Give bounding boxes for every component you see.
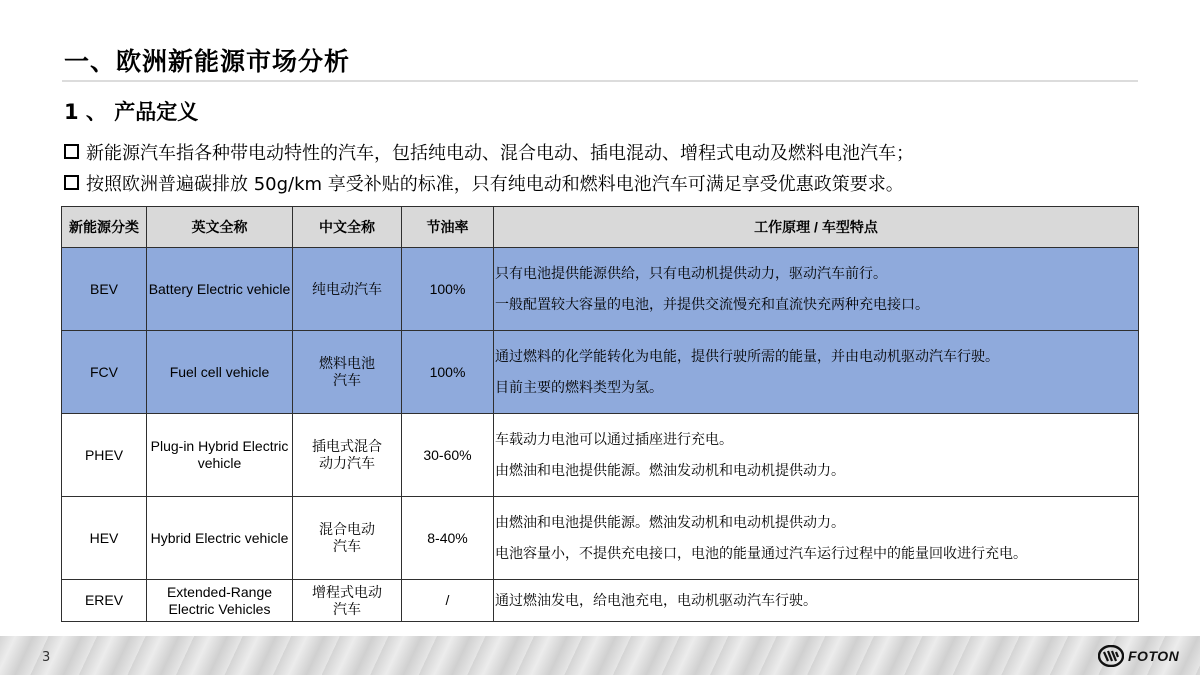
table-header-row: [62, 207, 1139, 248]
cell-category: HEV: [62, 497, 147, 580]
header-fuel-saving: 节油率: [402, 207, 494, 248]
bullet-item: [64, 167, 914, 198]
logo-text: FOTON: [1128, 648, 1180, 664]
cell-chinese-name: 纯电动汽车: [293, 248, 402, 331]
cell-fuel-saving: /: [402, 580, 494, 622]
table-row: [62, 580, 1139, 622]
cell-principle: [494, 331, 1139, 414]
principle-line: 一般配置较大容量的电池，并提供交流慢充和直流快充两种充电接口。: [495, 296, 929, 312]
square-bullet-icon: [64, 144, 79, 159]
cell-principle: [494, 580, 1139, 622]
cell-fuel-saving: 100%: [402, 248, 494, 331]
principle-line: 由燃油和电池提供能源。燃油发动机和电动机提供动力。: [495, 462, 845, 478]
cell-principle: [494, 497, 1139, 580]
section-subtitle: 1 、 产品定义: [64, 100, 199, 124]
cell-principle: [494, 414, 1139, 497]
cell-category: PHEV: [62, 414, 147, 497]
principle-line: 电池容量小，不提供充电接口，电池的能量通过汽车运行过程中的能量回收进行充电。: [495, 545, 1027, 561]
table-row: [62, 331, 1139, 414]
principle-line: 目前主要的燃料类型为氢。: [495, 379, 663, 395]
cell-chinese-name: 混合电动 汽车: [293, 497, 402, 580]
bullet-text: 新能源汽车指各种带电动特性的汽车，包括纯电动、混合电动、插电混动、增程式电动及燃料电池汽车；: [86, 142, 914, 164]
header-principle: 工作原理 / 车型特点: [494, 207, 1139, 248]
cell-fuel-saving: 30-60%: [402, 414, 494, 497]
bullet-list: [64, 136, 914, 198]
table-row: [62, 497, 1139, 580]
cell-english-name: Fuel cell vehicle: [147, 331, 293, 414]
foton-logo-icon: [1098, 645, 1124, 667]
principle-line: 只有电池提供能源供给，只有电动机提供动力，驱动汽车前行。: [495, 265, 887, 281]
principle-line: 通过燃料的化学能转化为电能，提供行驶所需的能量，并由电动机驱动汽车行驶。: [495, 348, 999, 364]
page-title: 一、欧洲新能源市场分析: [64, 47, 351, 76]
table-row: [62, 414, 1139, 497]
square-bullet-icon: [64, 175, 79, 190]
title-divider: [62, 80, 1138, 82]
brand-logo: [1098, 645, 1179, 667]
principle-line: 通过燃油发电，给电池充电，电动机驱动汽车行驶。: [495, 592, 817, 608]
cell-english-name: Extended-Range Electric Vehicles: [147, 580, 293, 622]
page-number: 3: [42, 650, 51, 665]
bullet-item: [64, 136, 914, 167]
cell-english-name: Battery Electric vehicle: [147, 248, 293, 331]
cell-category: FCV: [62, 331, 147, 414]
header-english-name: 英文全称: [147, 207, 293, 248]
cell-english-name: Hybrid Electric vehicle: [147, 497, 293, 580]
nev-definition-table: [61, 206, 1139, 622]
header-category: 新能源分类: [62, 207, 147, 248]
cell-category: EREV: [62, 580, 147, 622]
table-row: [62, 248, 1139, 331]
bullet-text: 按照欧洲普遍碳排放 50g/km 享受补贴的标准，只有纯电动和燃料电池汽车可满足享受优惠政策要求。: [86, 173, 904, 195]
header-chinese-name: 中文全称: [293, 207, 402, 248]
cell-english-name: Plug-in Hybrid Electric vehicle: [147, 414, 293, 497]
principle-line: 车载动力电池可以通过插座进行充电。: [495, 431, 733, 447]
principle-line: 由燃油和电池提供能源。燃油发动机和电动机提供动力。: [495, 514, 845, 530]
cell-category: BEV: [62, 248, 147, 331]
cell-chinese-name: 插电式混合 动力汽车: [293, 414, 402, 497]
cell-principle: [494, 248, 1139, 331]
cell-fuel-saving: 100%: [402, 331, 494, 414]
cell-fuel-saving: 8-40%: [402, 497, 494, 580]
cell-chinese-name: 燃料电池 汽车: [293, 331, 402, 414]
footer-band: [0, 636, 1200, 675]
cell-chinese-name: 增程式电动 汽车: [293, 580, 402, 622]
